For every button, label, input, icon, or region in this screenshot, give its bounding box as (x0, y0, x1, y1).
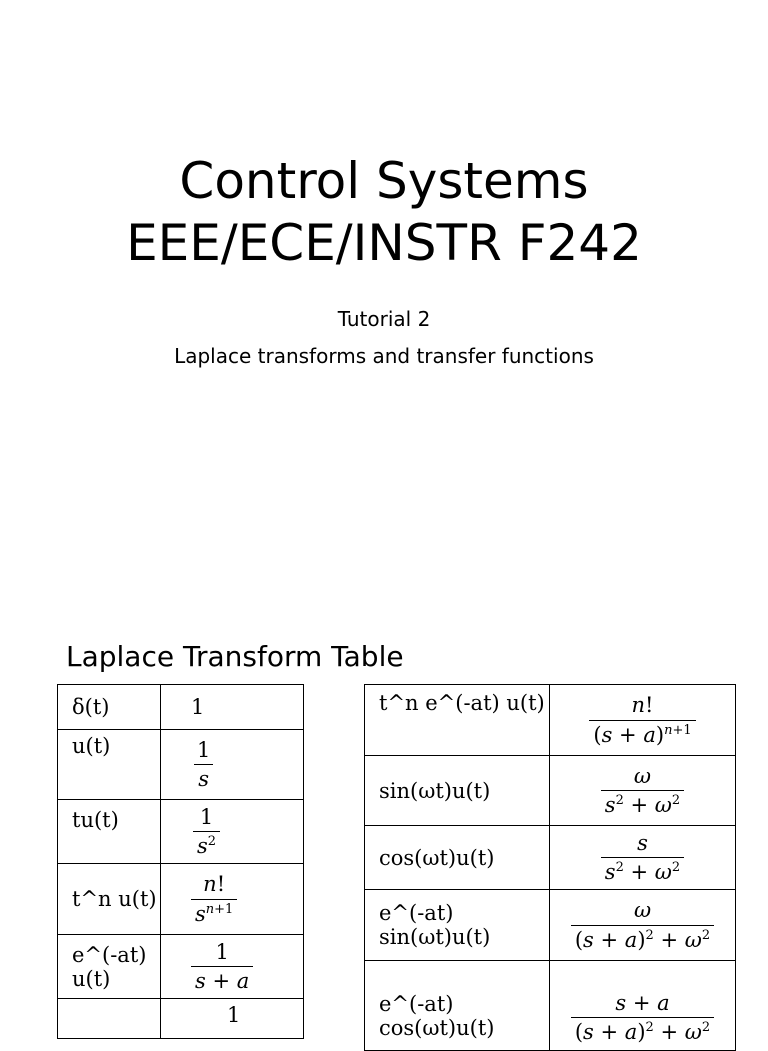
table-slide-title: Laplace Transform Table (66, 640, 404, 673)
time-function-cell (58, 730, 161, 800)
laplace-transform: 1 (227, 1003, 241, 1027)
laplace-transform-cell (161, 800, 304, 864)
time-function: δ(t) (72, 695, 110, 719)
fraction: $\frac{\omega}{s^2 + \omega^2}$ (601, 764, 684, 817)
fraction: $\frac{n!}{(s + a)^{n+1}}$ (589, 693, 695, 746)
time-function: t^n u(t) (72, 887, 157, 911)
subtitle-tutorial: Tutorial 2 (337, 307, 431, 331)
laplace-transform-cell (161, 864, 304, 935)
table-row (365, 961, 736, 1051)
fraction: $\frac{\omega}{(s + a)^2 + \omega^2}$ (571, 898, 714, 951)
fraction: $\frac{n!}{s^{n+1}}$ (191, 872, 237, 925)
laplace-transform: 1 (191, 695, 205, 719)
laplace-transform-cell (550, 890, 736, 961)
time-function-cell (58, 685, 161, 730)
time-function: u(t) (72, 734, 111, 758)
time-function-cell (58, 935, 161, 999)
time-function-cell (58, 800, 161, 864)
laplace-transform-cell (550, 756, 736, 826)
laplace-table-right (364, 684, 736, 1051)
subtitle-topic: Laplace transforms and transfer functions (174, 344, 594, 368)
time-function: e^(-at) u(t) (72, 942, 147, 991)
time-function-cell (365, 961, 550, 1051)
laplace-transform-cell (161, 935, 304, 999)
time-function-cell (58, 999, 161, 1039)
time-function-cell (365, 890, 550, 961)
time-function-cell (365, 826, 550, 890)
laplace-transform-cell (550, 685, 736, 756)
fraction: $\frac{1}{s}$ (193, 738, 214, 791)
slide-title (0, 150, 768, 274)
fraction: $\frac{s + a}{(s + a)^2 + \omega^2}$ (571, 991, 714, 1044)
laplace-transform-cell (550, 826, 736, 890)
table-row (58, 999, 304, 1039)
time-function: cos(ωt)u(t) (379, 845, 495, 870)
table-row (58, 935, 304, 999)
fraction: $\frac{1}{s + a}$ (191, 940, 253, 993)
time-function-cell (365, 756, 550, 826)
time-function-cell (365, 685, 550, 756)
fraction: $\frac{s}{s^2 + \omega^2}$ (601, 831, 684, 884)
time-function: sin(ωt)u(t) (379, 778, 491, 803)
title-line-2: EEE/ECE/INSTR F242 (126, 214, 642, 272)
laplace-table-left (57, 684, 304, 1039)
laplace-transform-cell (161, 730, 304, 800)
time-function-cell (58, 864, 161, 935)
laplace-transform-cell (161, 999, 304, 1039)
time-function: e^(-at) sin(ωt)u(t) (379, 901, 491, 949)
time-function: t^n e^(-at) u(t) (379, 691, 545, 715)
table-row (365, 685, 736, 756)
time-function: tu(t) (72, 808, 119, 832)
table-row (58, 685, 304, 730)
table-row (58, 800, 304, 864)
time-function: e^(-at) cos(ωt)u(t) (379, 992, 495, 1040)
fraction: $\frac{1}{s^2}$ (193, 805, 220, 858)
laplace-transform-cell (161, 685, 304, 730)
table-row (365, 826, 736, 890)
table-row (365, 890, 736, 961)
table-row (365, 756, 736, 826)
table-row (58, 730, 304, 800)
table-row (58, 864, 304, 935)
laplace-transform-cell (550, 961, 736, 1051)
title-line-1: Control Systems (179, 152, 589, 210)
